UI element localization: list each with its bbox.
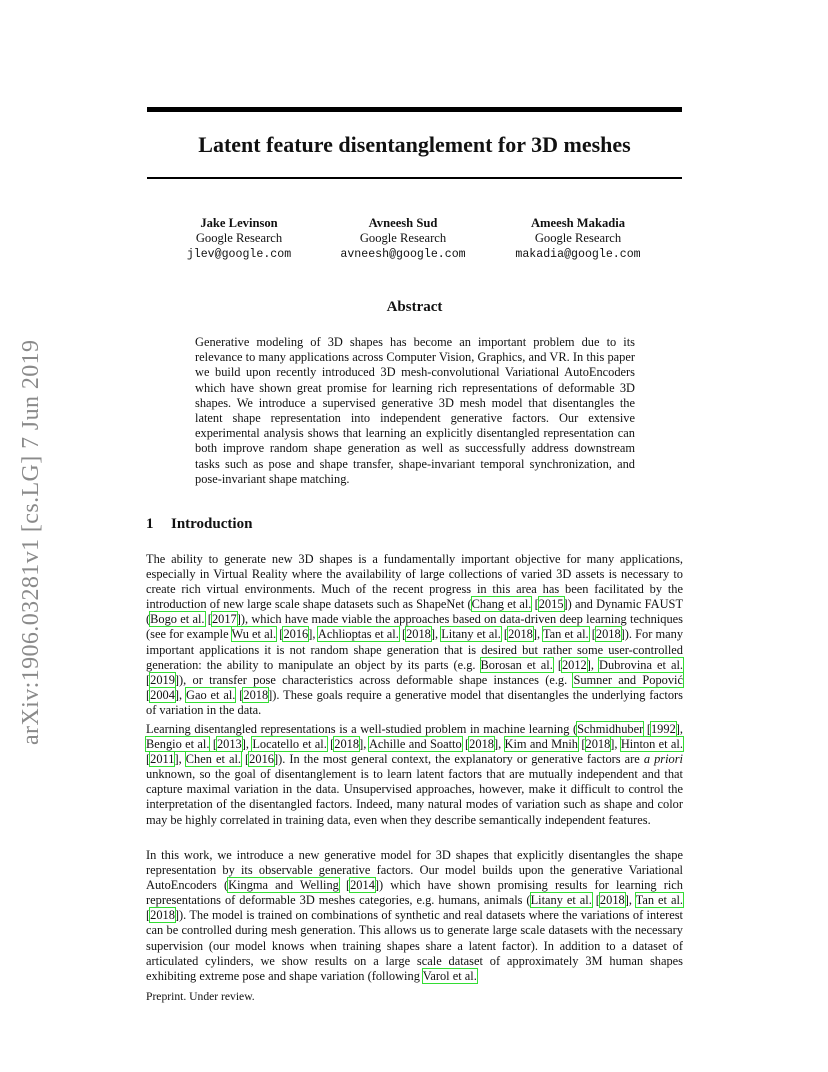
citation-link[interactable]: 2018 [150, 908, 175, 923]
author-affiliation: Google Research [359, 231, 447, 246]
text-run: In this work, we introduce a new generative model for 3D shapes that explicitly disentangles the shape representation by its observable generative factors. Our model builds upon the generative Variational AutoEncoders ( [146, 848, 683, 893]
text-run: ], [308, 627, 318, 642]
citation-link[interactable]: Achlioptas et al. [317, 627, 399, 642]
citation-link[interactable]: 2016 [283, 627, 309, 642]
citation-link[interactable]: 2012 [561, 657, 587, 672]
abstract-heading: Abstract [386, 299, 443, 315]
text-run: [ [552, 657, 562, 672]
author-email[interactable]: makadia@google.com [515, 247, 641, 261]
text-run: ], [241, 737, 253, 752]
text-run: ]). The model is trained on combinations of synthetic and real datasets where the variations of interest can be controlled during mesh generation. This allows us to generate large scale datasets with the necessary supervision (our model knows when training shapes share a latent factor). In addition to a dataset of articulated cylinders, we show results on a large scale dataset of approximately 3M human shapes exhibiting extreme pose and shape variation (following [146, 908, 683, 983]
abstract-body: Generative modeling of 3D shapes has become an important problem due to its relevance to many applications across Computer Vision, Graphics, and VR. In this paper we build upon recently introduced 3D mesh-convolutional Variational AutoEncoders which have shown great promise for learning rich representations of deformable 3D shapes. We introduce a supervised generative 3D mesh model that disentangles the latent shape representation into independent generative factors. Our extensive experimental analysis shows that learning an explicitly disentangled representation can both improve random shape generation as well as successfully address downstream tasks such as pose and shape transfer, shape-invariant temporal synchronization, and pose-invariant shape matching. [195, 335, 635, 486]
section-title: Introduction [171, 516, 253, 532]
text-run: ], [586, 657, 599, 672]
citation-link[interactable]: Varol et al. [422, 968, 477, 983]
author-email[interactable]: avneesh@google.com [340, 247, 466, 261]
citation-link[interactable]: Wu et al. [231, 627, 277, 642]
author-email[interactable]: jlev@google.com [186, 247, 292, 261]
author-name: Avneesh Sud [368, 216, 438, 230]
title-rule-bottom [147, 177, 682, 179]
text-run: [ [578, 737, 586, 752]
text-run: ]). In the most general context, the explanatory or generative factors are [273, 752, 644, 767]
citation-link[interactable]: 2004 [150, 687, 175, 702]
citation-link[interactable]: Bengio et al. [146, 737, 210, 752]
title-rule-top [147, 107, 682, 112]
text-run: ]) which have shown promising results for learning rich representations of deformable 3D meshes categories, e.g. humans, animals ( [146, 878, 683, 908]
paper-title: Latent feature disentanglement for 3D meshes [198, 132, 631, 157]
citation-link[interactable]: Kim and Mnih [504, 737, 579, 752]
citation-link[interactable]: 2019 [150, 672, 175, 687]
citation-link[interactable]: Dubrovina et al. [599, 657, 683, 672]
intro-paragraph-1 [146, 552, 683, 718]
text-run: ]) and Dynamic FAUST ( [146, 597, 684, 627]
emphasis-text: a priori [643, 752, 683, 767]
citation-link[interactable]: 2018 [406, 627, 431, 642]
author-1 [159, 216, 319, 262]
citation-link[interactable]: Chen et al. [185, 752, 241, 767]
text-run: [ [531, 597, 539, 612]
preprint-footnote: Preprint. Under review. [146, 990, 255, 1003]
intro-paragraph-2 [146, 722, 683, 828]
text-run: ], [430, 627, 442, 642]
text-run: [ [326, 737, 335, 752]
text-run: [ [338, 878, 351, 893]
citation-link[interactable]: Sumner and Popović [573, 672, 683, 687]
text-run: ], [532, 627, 543, 642]
text-run: [ [591, 893, 600, 908]
text-run: [ [276, 627, 284, 642]
citation-link[interactable]: Chang et al. [471, 597, 532, 612]
citation-link[interactable]: Borosan et al. [480, 657, 553, 672]
text-run: ], [174, 752, 186, 767]
citation-link[interactable]: 2018 [508, 627, 533, 642]
text-run: [ [461, 737, 470, 752]
author-name: Jake Levinson [200, 216, 278, 230]
citation-link[interactable]: 2018 [469, 737, 494, 752]
text-run: ], [675, 722, 683, 736]
section-heading-introduction [146, 516, 252, 533]
citation-link[interactable]: 2013 [216, 737, 242, 752]
text-run: Learning disentangled representations is a well-studied problem in machine learning ( [146, 722, 578, 736]
citation-link[interactable]: Tan et al. [542, 627, 589, 642]
citation-link[interactable]: Locatello et al. [252, 737, 327, 752]
citation-link[interactable]: 2015 [538, 597, 564, 612]
text-run: unknown, so the goal of disentanglement is to learn latent factors that are mutually independent and that capture maximal variation in the data. Unsupervised approaches, however, make it difficult to control the interpretation of the disentangled factors. Indeed, many natural modes of variation such as shape and color may be highly correlated in training data, even when they describe semantically independent features. [146, 767, 683, 827]
text-run: [ [146, 672, 151, 687]
text-run: [ [643, 722, 651, 736]
author-affiliation: Google Research [534, 231, 622, 246]
text-run: ]). For many important applications it is not random shape generation that is desired but rather some user-controlled generation: the ability to manipulate an object by its parts (e.g. [146, 627, 684, 672]
citation-link[interactable]: 2011 [150, 752, 175, 767]
citation-link[interactable]: 2018 [243, 687, 269, 702]
section-number: 1 [146, 516, 154, 532]
text-run: [ [146, 908, 151, 923]
citation-link[interactable]: Schmidhuber [577, 722, 644, 736]
text-run: The ability to generate new 3D shapes is a fundamentally important objective for many applications, especially in Virtual Reality where the availability of large collections of varied 3D assets is necessary to create rich virtual environments. Much of the recent progress in this area has been facilitated by the introduction of new large scale shape datasets such as ShapeNet ( [146, 552, 683, 612]
citation-link[interactable]: Bogo et al. [150, 612, 205, 627]
author-affiliation: Google Research [195, 231, 283, 246]
text-run: [ [204, 612, 212, 627]
citation-link[interactable]: 2014 [350, 878, 375, 893]
text-run: ], [493, 737, 505, 752]
text-run: [ [500, 627, 509, 642]
citation-link[interactable]: Litany et al. [530, 893, 592, 908]
text-run: ], [624, 893, 636, 908]
text-run: ], [359, 737, 369, 752]
text-run: ]), which have made viable the approaches based on data-driven deep learning techniques (see for example [146, 612, 683, 642]
citation-link[interactable]: Achille and Soatto [368, 737, 462, 752]
text-run: ]). These goals require a generative model that disentangles the underlying factors of variation in the data. [146, 687, 684, 717]
citation-link[interactable]: 2018 [585, 737, 611, 752]
citation-link[interactable]: Tan et al. [635, 893, 683, 908]
text-run: ], [610, 737, 621, 752]
citation-link[interactable]: 2017 [211, 612, 237, 627]
text-run: [ [209, 737, 217, 752]
citation-link[interactable]: 2016 [249, 752, 274, 767]
citation-link[interactable]: Kingma and Welling [228, 878, 339, 893]
text-run: ], [174, 687, 187, 702]
citation-link[interactable]: Hinton et al. [620, 737, 683, 752]
author-3 [498, 216, 658, 262]
text-run: [ [235, 687, 244, 702]
author-name: Ameesh Makadia [530, 216, 626, 230]
arxiv-side-stamp: arXiv:1906.03281v1 [cs.LG] 7 Jun 2019 [18, 339, 44, 745]
intro-paragraph-3 [146, 848, 683, 984]
author-2 [323, 216, 483, 262]
text-run: [ [146, 687, 151, 702]
citation-link[interactable]: 1992 [650, 722, 676, 736]
text-run: [ [398, 627, 407, 642]
text-run: [ [588, 627, 596, 642]
citation-link[interactable]: 2018 [595, 627, 621, 642]
text-run: [ [146, 752, 151, 767]
text-run: ]), or transfer pose characteristics across deformable shape instances (e.g. [174, 672, 574, 687]
citation-link[interactable]: Litany et al. [441, 627, 501, 642]
citation-link[interactable]: 2018 [599, 893, 625, 908]
citation-link[interactable]: Gao et al. [186, 687, 236, 702]
text-run: [ [240, 752, 250, 767]
citation-link[interactable]: 2018 [334, 737, 360, 752]
